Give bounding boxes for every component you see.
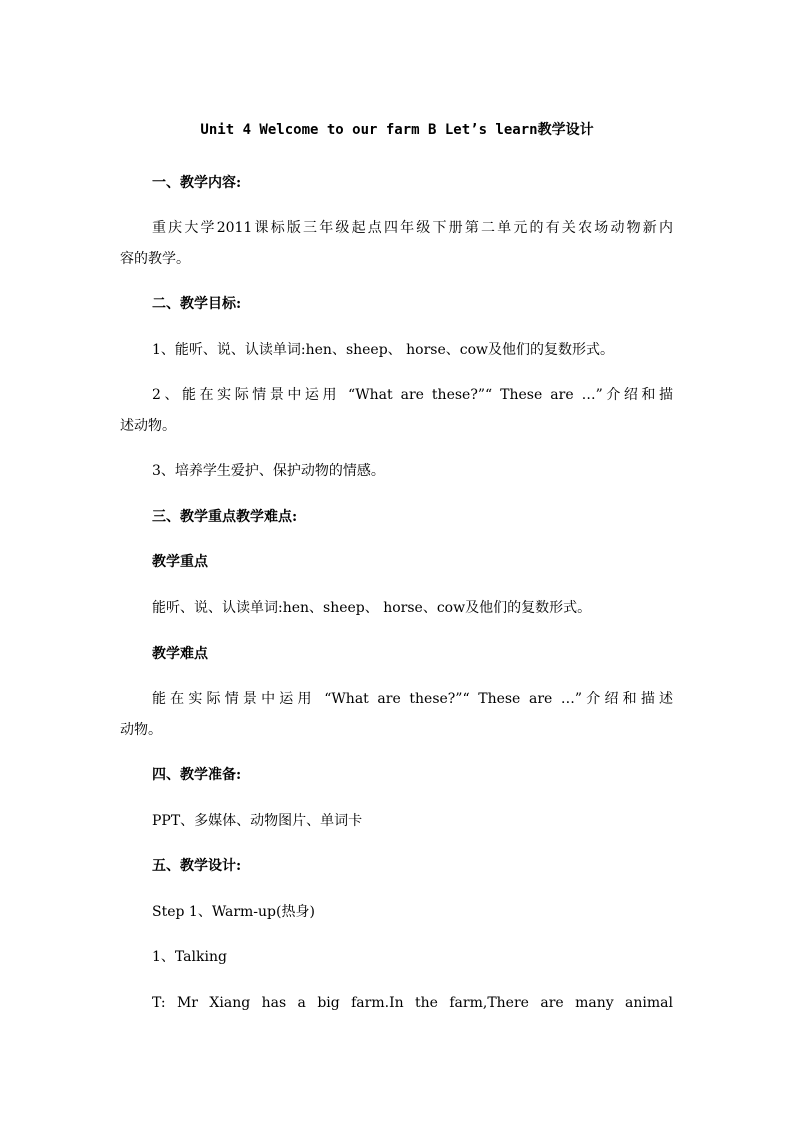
step-1-heading: Step 1、Warm-up(热身) — [152, 904, 315, 920]
section-heading-key-points: 三、教学重点教学难点: — [152, 509, 298, 525]
document-title: Unit 4 Welcome to our farm B Let’s learn教学设计 — [200, 122, 594, 138]
talking-item: 1、Talking — [152, 949, 227, 965]
difficulty-label: 教学难点 — [152, 646, 208, 662]
section-heading-design: 五、教学设计: — [152, 858, 242, 874]
objective-item-1: 1、能听、说、认读单词:hen、sheep、 horse、cow及他们的复数形式。 — [152, 342, 614, 358]
objective-item-3: 3、培养学生爱护、保护动物的情感。 — [152, 463, 385, 479]
section-heading-objectives: 二、教学目标: — [152, 296, 242, 312]
key-point-text: 能听、说、认读单词:hen、sheep、 horse、cow及他们的复数形式。 — [152, 600, 592, 616]
difficulty-text-line-2: 动物。 — [120, 722, 162, 738]
paragraph-content-line-2: 容的教学。 — [120, 251, 190, 267]
objective-item-2-line-2: 述动物。 — [120, 418, 176, 434]
section-heading-preparation: 四、教学准备: — [152, 767, 242, 783]
teacher-line: T: Mr Xiang has a big farm.In the farm,There are many animal — [152, 995, 673, 1011]
preparation-text: PPT、多媒体、动物图片、单词卡 — [152, 813, 363, 829]
section-heading-content: 一、教学内容: — [152, 175, 242, 191]
difficulty-text-line-1: 能在实际情景中运用 “What are these?”“ These are …”介绍和描述 — [152, 691, 673, 707]
objective-item-2-line-1: 2、能在实际情景中运用 “What are these?”“ These are …”介绍和描 — [152, 387, 673, 403]
key-point-label: 教学重点 — [152, 554, 208, 570]
paragraph-content-line-1: 重庆大学2011课标版三年级起点四年级下册第二单元的有关农场动物新内 — [152, 220, 673, 236]
